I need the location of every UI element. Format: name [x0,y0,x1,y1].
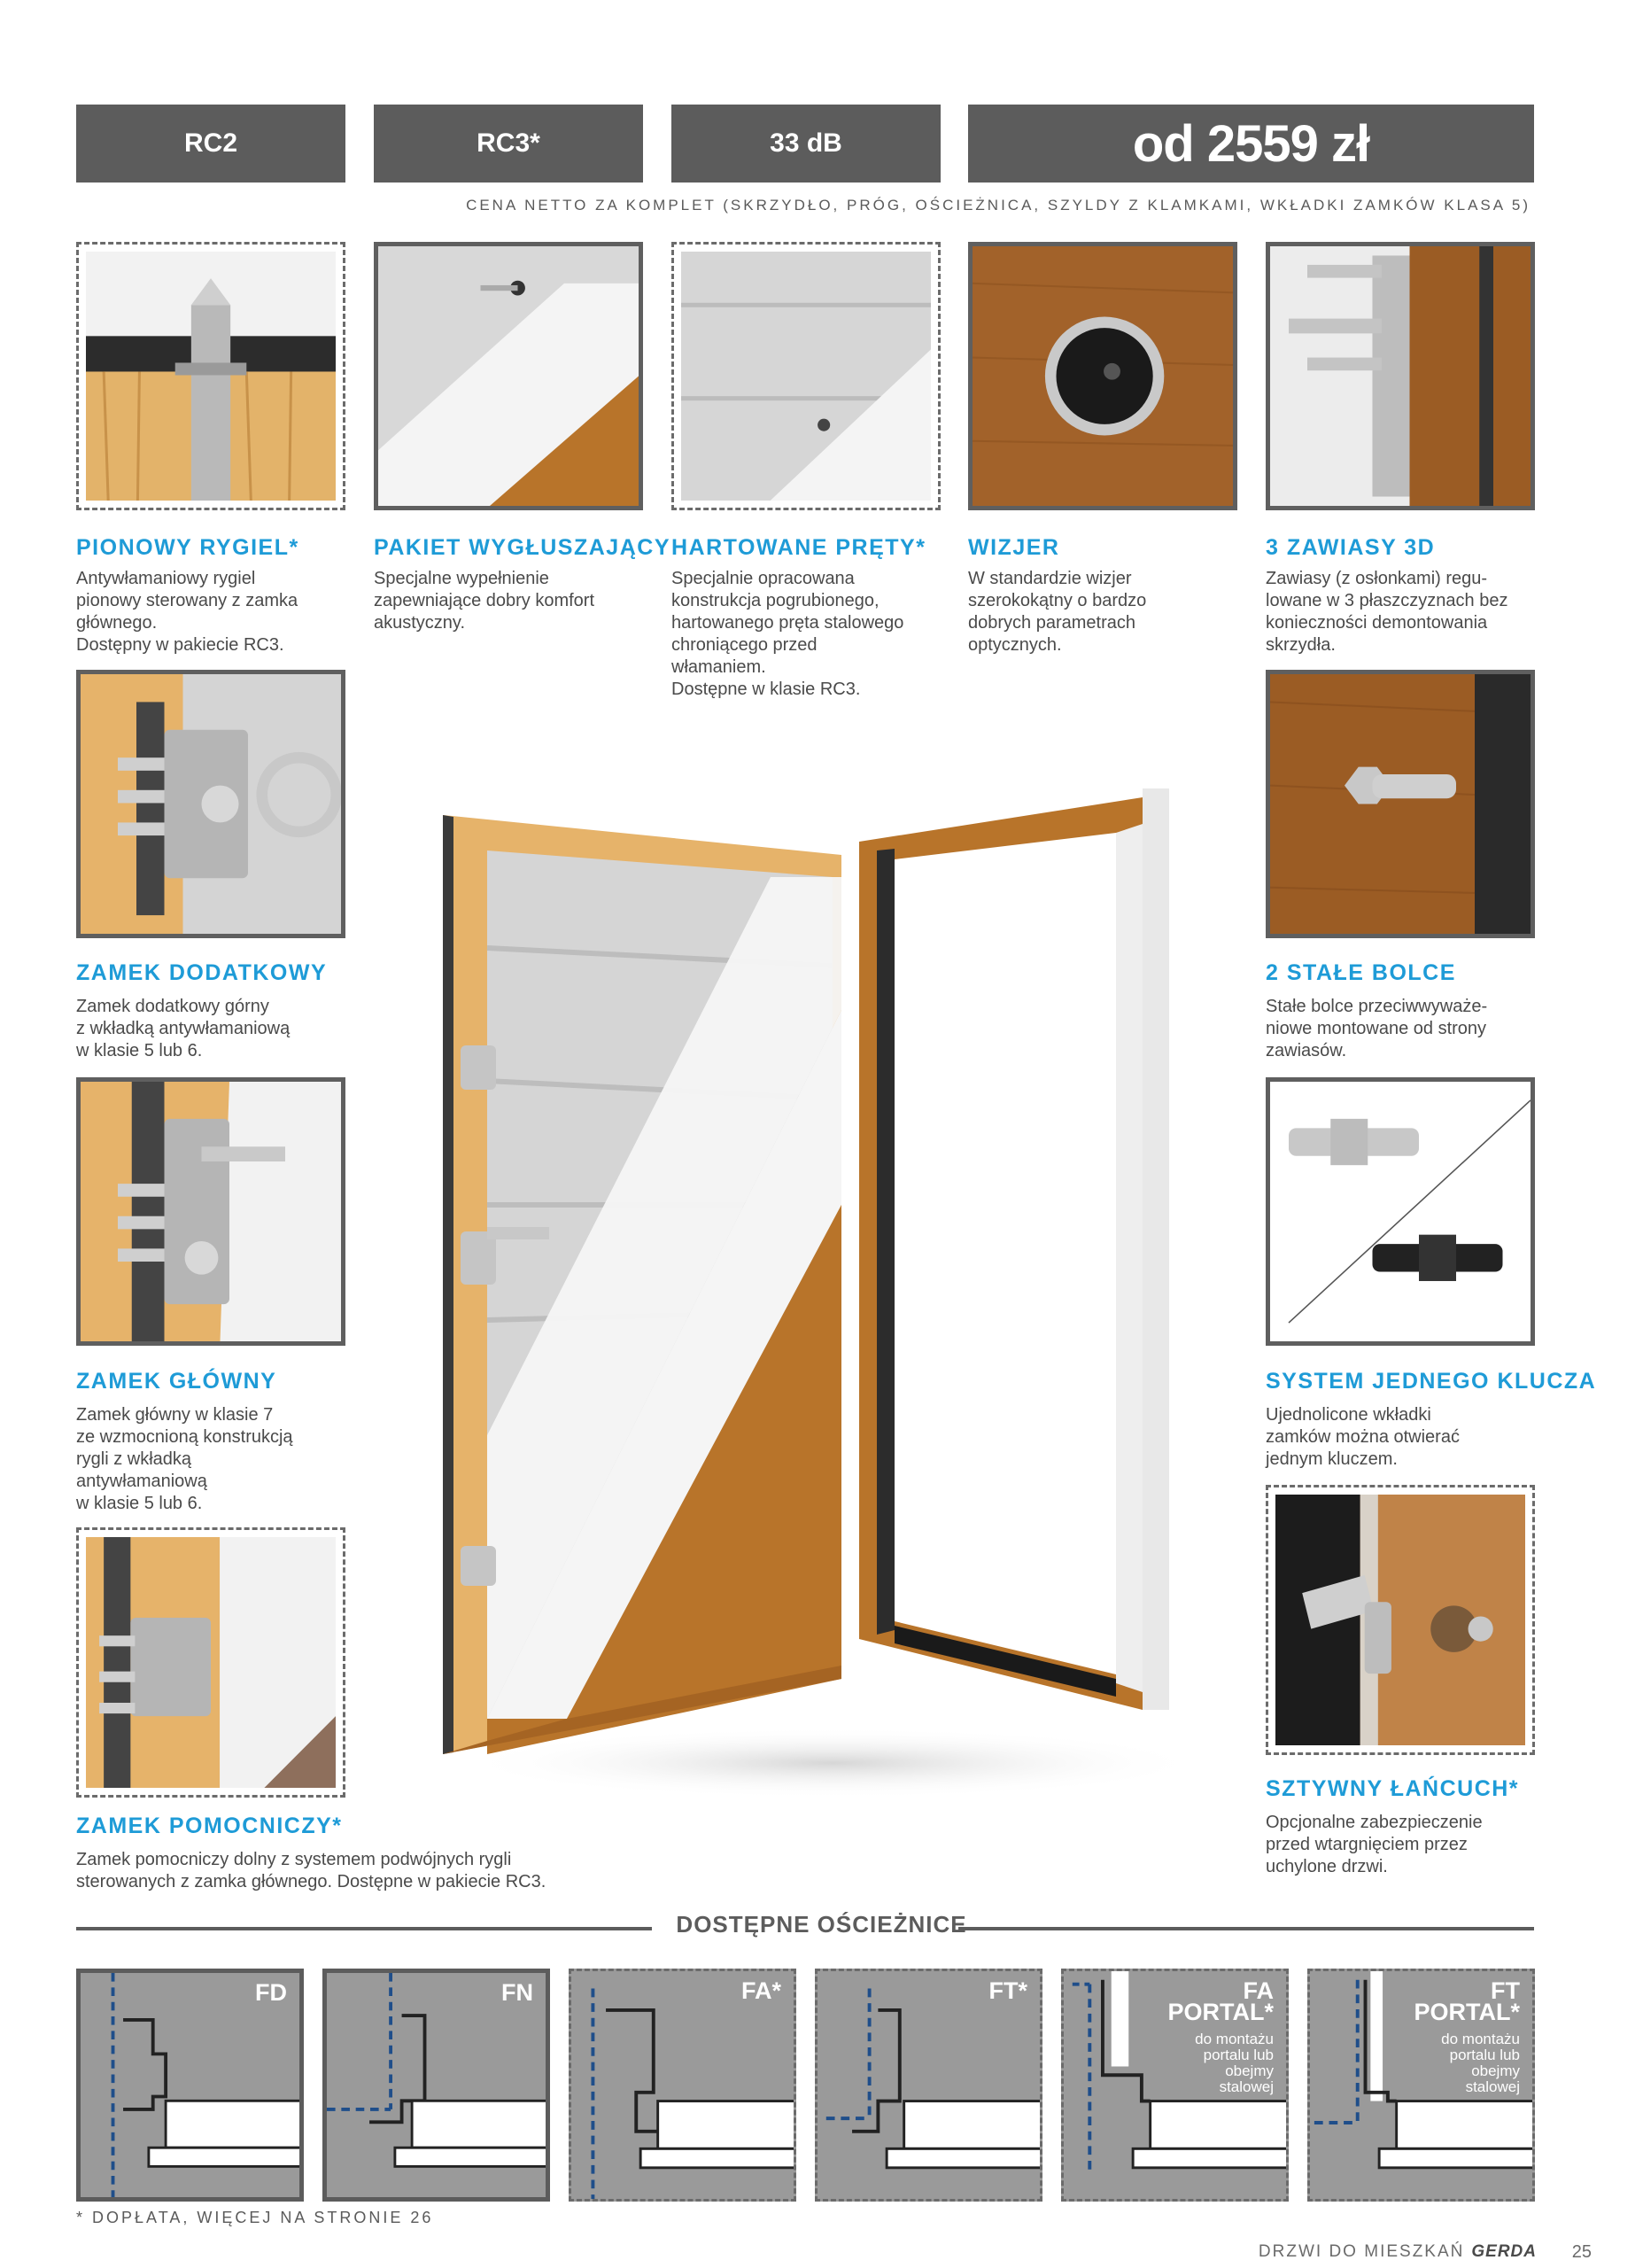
frame-ft [815,1969,1042,2202]
desc-zamek-pomocniczy: Zamek pomocniczy dolny z systemem podwójnych rygli sterowanych z zamka głównego. Dostępne w pakiecie RC3. [76,1850,546,1891]
photo-sztywny-lancuch [1266,1485,1535,1755]
price-note: CENA NETTO ZA KOMPLET (SKRZYDŁO, PRÓG, OŚCIEŻNICA, SZYLDY Z KLAMKAMI, WKŁADKI ZAMKÓW KLASA 5) [466,197,1531,214]
photo-zamek-glowny [76,1077,345,1346]
title-zawiasy: 3 ZAWIASY 3D [1266,535,1436,560]
photo-zamek-pomocniczy [76,1527,345,1798]
title-wizjer: WIZJER [968,535,1060,560]
desc-hartowane: Specjalnie opracowana konstrukcja pogrubionego, hartowanego pręta stalowego chroniącego przed włamaniem. Dostępne w klasie RC3. [671,569,904,699]
photo-wizjer [968,242,1237,510]
title-pakiet: PAKIET WYGŁUSZAJĄCY [374,535,670,560]
title-zamek-pomocniczy: ZAMEK POMOCNICZY* [76,1814,343,1838]
title-hartowane: HARTOWANE PRĘTY* [671,535,926,560]
title-system-klucza: SYSTEM JEDNEGO KLUCZA [1266,1369,1597,1394]
page-number: 25 [1571,2242,1592,2262]
frame-ft-portal [1307,1969,1535,2202]
photo-pionowy-rygiel [76,242,345,510]
photo-hartowane [671,242,941,510]
desc-zamek-glowny: Zamek główny w klasie 7 ze wzmocnioną konstrukcją rygli z wkładką antywłamaniową w klasie 5 lub 6. [76,1405,293,1513]
frame-label-fa: FA* [740,1977,781,2004]
photo-stale-bolce [1266,670,1535,938]
desc-zamek-dodatkowy: Zamek dodatkowy górny z wkładką antywłamaniową w klasie 5 lub 6. [76,997,291,1060]
desc-stale-bolce: Stałe bolce przeciwwyważe- niowe montowane od strony zawiasów. [1266,997,1488,1060]
footnote: * DOPŁATA, WIĘCEJ NA STRONIE 26 [76,2209,434,2226]
frame-label-ft-portal: FT PORTAL* [1414,1977,1520,2025]
title-stale-bolce: 2 STAŁE BOLCE [1266,960,1456,985]
frame-fd [76,1969,304,2202]
section-title-oscieznice: DOSTĘPNE OŚCIEŻNICE [676,1911,967,1938]
frame-label-fa-portal: FA PORTAL* [1167,1977,1274,2025]
frame-fn [322,1969,550,2202]
desc-wizjer: W standardzie wizjer szerokokątny o bardzo dobrych parametrach optycznych. [968,569,1147,655]
desc-pionowy-rygiel: Antywłamaniowy rygiel pionowy sterowany z zamka głównego. Dostępny w pakiecie RC3. [76,569,298,655]
title-zamek-dodatkowy: ZAMEK DODATKOWY [76,960,328,985]
photo-system-klucza [1266,1077,1535,1346]
frame-fa-portal [1061,1969,1289,2202]
frame-fa [569,1969,796,2202]
badge-rc2: RC2 [76,105,345,183]
frame-sub-fa-portal: do montażu portalu lub obejmy stalowej [1195,2031,1274,2095]
frame-label-fn: FN [501,1979,533,2006]
photo-zawiasy [1266,242,1535,510]
desc-system-klucza: Ujednolicone wkładki zamków można otwierać jednym kluczem. [1266,1405,1460,1469]
photo-pakiet [374,242,643,510]
frame-sub-ft-portal: do montażu portalu lub obejmy stalowej [1441,2031,1520,2095]
footer-category [1259,2242,1537,2262]
frame-label-fd: FD [255,1979,287,2006]
brand-logo: GERDA [1471,2242,1537,2261]
title-zamek-glowny: ZAMEK GŁÓWNY [76,1369,277,1394]
desc-pakiet: Specjalne wypełnienie zapewniające dobry komfort akustyczny. [374,569,595,633]
desc-sztywny-lancuch: Opcjonalne zabezpieczenie przed wtargnięciem przez uchylone drzwi. [1266,1813,1483,1876]
badge-33db: 33 dB [671,105,941,183]
frame-label-ft: FT* [988,1977,1027,2004]
desc-zawiasy: Zawiasy (z osłonkami) regu- lowane w 3 płaszczyznach bez konieczności demontowania skrzydła. [1266,569,1508,655]
photo-zamek-dodatkowy [76,670,345,938]
badge-rc3: RC3* [374,105,643,183]
price-badge: od 2559 zł [968,105,1534,183]
title-sztywny-lancuch: SZTYWNY ŁAŃCUCH* [1266,1776,1520,1801]
footer-text: DRZWI DO MIESZKAŃ [1258,2242,1465,2261]
title-pionowy-rygiel: PIONOWY RYGIEL* [76,535,299,560]
door-cutaway-illustration [434,744,1213,1798]
